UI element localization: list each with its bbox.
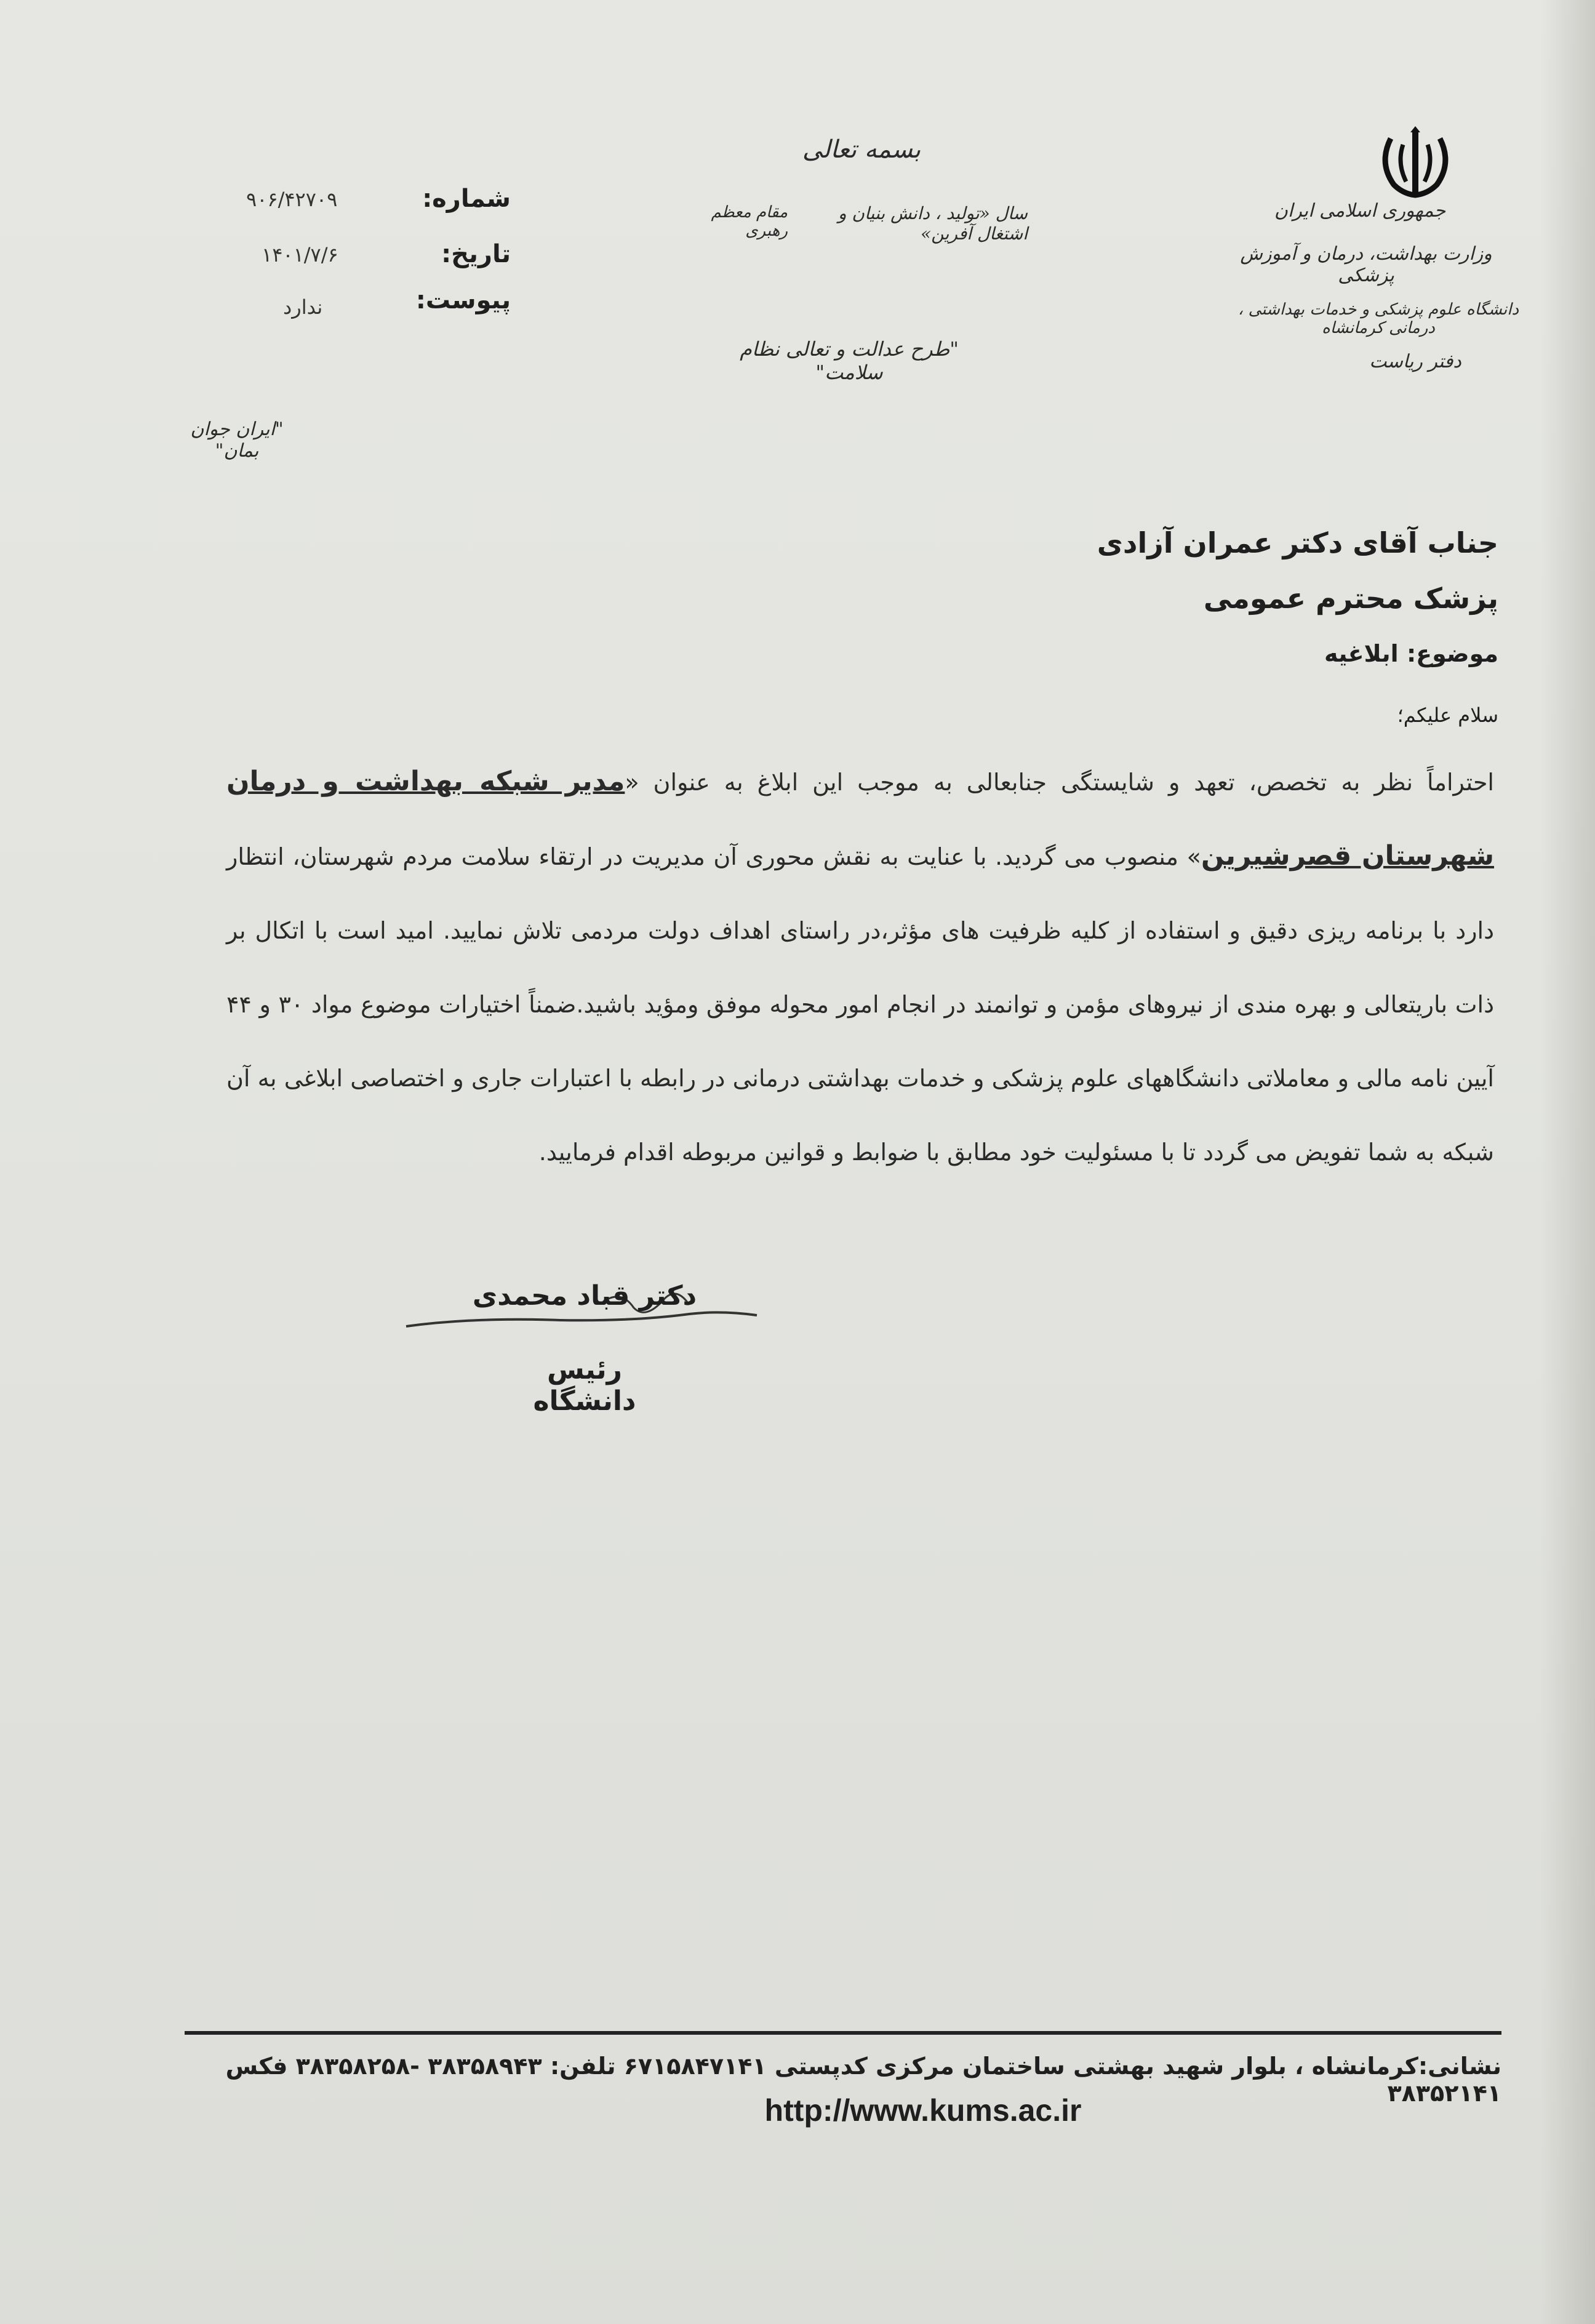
- leader-attribution: مقام معظم رهبری: [711, 203, 788, 240]
- body-intro: احتراماً نظر به تخصص، تعهد و شایستگی جنابعالی به موجب این ابلاغ به عنوان «: [625, 769, 1494, 796]
- recipient-name: جناب آقای دکتر عمران آزادی: [1097, 526, 1498, 559]
- date-label: تاریخ:: [441, 240, 511, 268]
- signatory-name: دکتر قباد محمدی: [472, 1280, 697, 1312]
- letter-body: [226, 745, 1494, 1189]
- letter-subject: موضوع: ابلاغیه: [1324, 640, 1498, 667]
- recipient-title: پزشک محترم عمومی: [1203, 582, 1498, 615]
- appointment-position: مدیر شبکه بهداشت و درمان شهرستان قصرشیرین: [226, 766, 1494, 872]
- letter-greeting: سلام علیکم؛: [1397, 703, 1498, 727]
- page-edge-shadow: [1540, 0, 1595, 2324]
- body-main: » منصوب می گردید. با عنایت به نقش محوری آن مدیریت در ارتقاء سلامت مردم شهرستان، انتظار دارد با برنامه ریزی دقیق و استفاده از کلیه ظرفیت های مؤثر،در راستای اهداف دولت مردمی تلاش نمایید. امید است با اتکال بر ذات باریتعالی و بهره مندی از نیروهای مؤمن و توانمند در انجام امور محوله موفق ومؤید باشید.ضمناً اختیارات موضوع مواد ۳۰ و ۴۴ آیین نامه مالی و معاملاتی دانشگاههای علوم پزشکی و خدمات بهداشتی درمانی در رابطه با اعتبارات جاری و اختصاصی ابلاغی به آن شبکه به شما تفویض می گردد تا با مسئولیت خود مطابق با ضوابط و قوانین مربوطه اقدام فرمایید.: [226, 843, 1494, 1166]
- motto-slogan: "ایران جوان بمان": [190, 419, 284, 462]
- slogan-year: سال «تولید ، دانش بنیان و اشتغال آفرین»: [838, 203, 1028, 244]
- footer-divider: [185, 2031, 1501, 2035]
- number-label: شماره:: [422, 185, 511, 213]
- footer-url: http://www.kums.ac.ir: [764, 2093, 1082, 2128]
- org-line-ministry: وزارت بهداشت، درمان و آموزش پزشکی: [1240, 243, 1492, 286]
- org-line-country: جمهوری اسلامی ایران: [1274, 200, 1446, 222]
- attachment-value: ندارد: [283, 295, 323, 319]
- health-plan-slogan: "طرح عدالت و تعالی نظام سلامت": [740, 337, 959, 384]
- footer-address: نشانی:کرمانشاه ، بلوار شهید بهشتی ساختمان مرکزی کدپستی ۶۷۱۵۸۴۷۱۴۱ تلفن: ۳۸۳۵۸۹۴۳ -۳۸۳۵۸۲۵۸ فکس ۳۸۳۵۲۱۴۱: [225, 2053, 1501, 2107]
- attachment-label: پیوست:: [415, 286, 511, 315]
- bismillah-heading: بسمه تعالی: [802, 135, 921, 164]
- date-value: ۱۴۰۱/۷/۶: [262, 243, 338, 266]
- org-line-office: دفتر ریاست: [1369, 351, 1461, 372]
- number-value: ۹۰۶/۴۲۷۰۹: [246, 188, 338, 211]
- signatory-role: رئیس دانشگاه: [533, 1354, 636, 1417]
- iran-emblem-icon: [1372, 126, 1458, 200]
- org-line-university: دانشگاه علوم پزشکی و خدمات بهداشتی ، درمانی کرمانشاه: [1237, 300, 1519, 337]
